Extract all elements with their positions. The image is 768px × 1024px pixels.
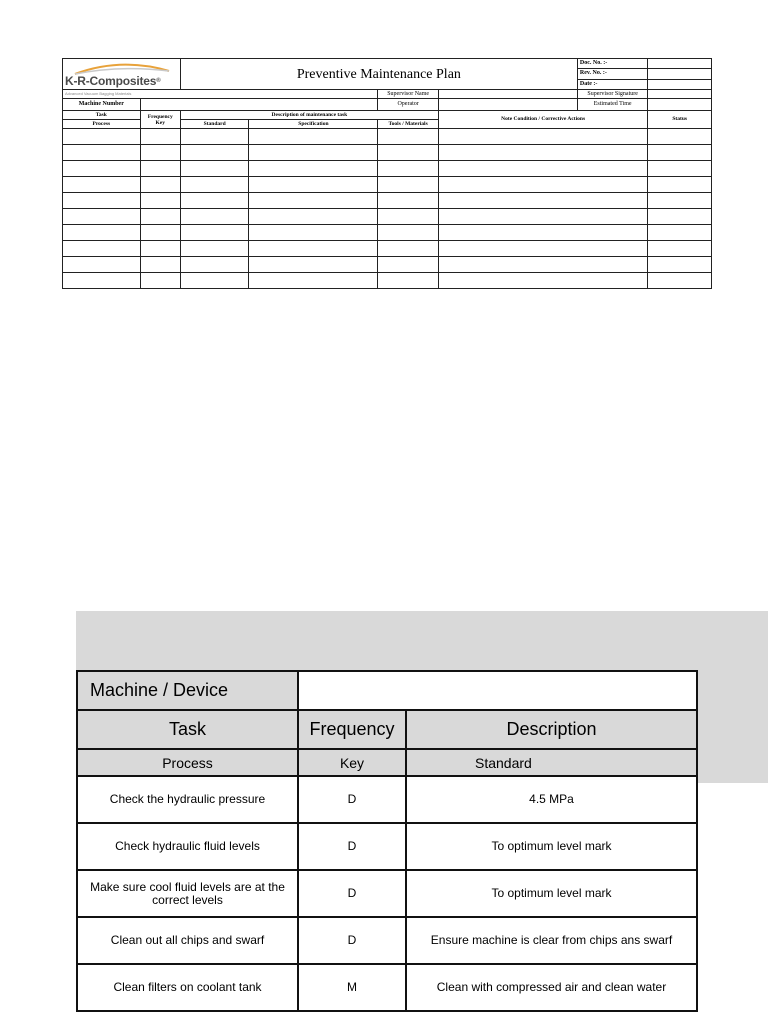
zoom-task-header: Task [77, 710, 298, 749]
form-blank-cell[interactable] [63, 273, 141, 289]
form-blank-cell[interactable] [378, 209, 438, 225]
zoom-process-cell: Clean filters on coolant tank [77, 964, 298, 1011]
header-description: Description of maintenance task [180, 111, 438, 120]
form-blank-cell[interactable] [378, 257, 438, 273]
header-process: Process [63, 120, 141, 129]
zoom-process-header: Process [77, 749, 298, 776]
form-blank-cell[interactable] [438, 145, 648, 161]
document-title: Preventive Maintenance Plan [180, 59, 577, 90]
form-blank-cell[interactable] [438, 177, 648, 193]
machine-device-value[interactable] [298, 671, 697, 710]
form-blank-cell[interactable] [648, 273, 712, 289]
form-blank-cell[interactable] [438, 257, 648, 273]
form-blank-cell[interactable] [180, 209, 249, 225]
zoom-process-cell: Clean out all chips and swarf [77, 917, 298, 964]
zoom-table-row [77, 776, 697, 823]
operator-value[interactable] [438, 99, 577, 111]
form-blank-cell[interactable] [180, 145, 249, 161]
header-task: Task [63, 111, 141, 120]
form-blank-cell[interactable] [648, 193, 712, 209]
header-note: Note Condition / Corrective Actions [438, 111, 648, 129]
maintenance-plan-form [62, 58, 712, 289]
form-blank-cell[interactable] [140, 161, 180, 177]
zoom-table-row [77, 964, 697, 1011]
zoom-process-cell: Make sure cool fluid levels are at the correct levels [77, 870, 298, 917]
zoom-standard-cell: To optimum level mark [406, 870, 697, 917]
machine-number-value[interactable] [140, 99, 378, 111]
supervisor-name-value[interactable] [438, 90, 577, 99]
zoom-standard-cell: Ensure machine is clear from chips ans swarf [406, 917, 697, 964]
form-blank-cell[interactable] [140, 225, 180, 241]
form-blank-cell[interactable] [180, 161, 249, 177]
machine-number-label: Machine Number [63, 99, 141, 111]
date-value[interactable] [648, 79, 712, 89]
form-blank-cell[interactable] [648, 241, 712, 257]
form-blank-cell[interactable] [140, 177, 180, 193]
form-blank-cell[interactable] [140, 209, 180, 225]
zoom-key-cell: D [298, 870, 406, 917]
form-blank-cell[interactable] [249, 241, 378, 257]
form-blank-cell[interactable] [438, 241, 648, 257]
form-blank-cell[interactable] [378, 161, 438, 177]
form-blank-cell[interactable] [63, 161, 141, 177]
form-blank-cell[interactable] [249, 209, 378, 225]
form-blank-cell[interactable] [180, 177, 249, 193]
form-blank-cell[interactable] [180, 225, 249, 241]
form-blank-row [63, 177, 712, 193]
supervisor-name-label: Supervisor Name [378, 90, 438, 99]
form-blank-cell[interactable] [63, 145, 141, 161]
form-blank-cell[interactable] [180, 129, 249, 145]
form-blank-row [63, 257, 712, 273]
estimated-time-label: Estimated Time [577, 99, 648, 111]
form-blank-cell[interactable] [648, 177, 712, 193]
logo [63, 59, 181, 96]
form-blank-cell[interactable] [378, 225, 438, 241]
logo-tagline: Advanced Vacuum Bagging Materials [65, 91, 132, 96]
form-blank-cell[interactable] [648, 161, 712, 177]
form-blank-cell[interactable] [438, 225, 648, 241]
form-blank-cell[interactable] [180, 193, 249, 209]
form-blank-row [63, 129, 712, 145]
form-blank-cell[interactable] [63, 257, 141, 273]
form-blank-row [63, 161, 712, 177]
form-blank-cell[interactable] [63, 241, 141, 257]
header-frequency-key: Frequency Key [140, 111, 180, 129]
doc-no-value[interactable] [648, 59, 712, 69]
zoom-key-cell: D [298, 917, 406, 964]
machine-device-label: Machine / Device [77, 671, 298, 710]
form-blank-cell[interactable] [249, 273, 378, 289]
zoom-table-row [77, 823, 697, 870]
zoom-process-cell: Check hydraulic fluid levels [77, 823, 298, 870]
header-specification: Specification [249, 120, 378, 129]
zoom-standard-cell: To optimum level mark [406, 823, 697, 870]
form-blank-cell[interactable] [249, 177, 378, 193]
form-blank-cell[interactable] [648, 257, 712, 273]
zoom-key-cell: D [298, 776, 406, 823]
form-blank-cell[interactable] [648, 129, 712, 145]
form-blank-cell[interactable] [438, 209, 648, 225]
form-blank-cell[interactable] [63, 129, 141, 145]
form-blank-cell[interactable] [140, 129, 180, 145]
zoom-table-row [77, 917, 697, 964]
zoom-standard-header: Standard [406, 749, 697, 776]
form-blank-cell[interactable] [378, 241, 438, 257]
form-blank-cell[interactable] [140, 257, 180, 273]
zoom-description-header: Description [406, 710, 697, 749]
logo-text: K-R-Composites® [65, 74, 161, 88]
supervisor-signature-value[interactable] [648, 90, 712, 99]
form-blank-cell[interactable] [140, 241, 180, 257]
header-status: Status [648, 111, 712, 129]
form-blank-cell[interactable] [438, 129, 648, 145]
form-blank-cell[interactable] [438, 193, 648, 209]
form-blank-cell[interactable] [249, 161, 378, 177]
zoom-standard-cell: Clean with compressed air and clean water [406, 964, 697, 1011]
form-blank-cell[interactable] [378, 145, 438, 161]
zoom-key-cell: M [298, 964, 406, 1011]
header-standard: Standard [180, 120, 249, 129]
form-blank-cell[interactable] [63, 209, 141, 225]
header-tools: Tools / Materials [378, 120, 438, 129]
form-blank-cell[interactable] [249, 225, 378, 241]
zoom-table-row [77, 870, 697, 917]
form-blank-cell[interactable] [249, 193, 378, 209]
form-blank-cell[interactable] [249, 257, 378, 273]
estimated-time-value[interactable] [648, 99, 712, 111]
form-blank-cell[interactable] [438, 273, 648, 289]
form-blank-cell[interactable] [140, 273, 180, 289]
form-blank-cell[interactable] [648, 225, 712, 241]
rev-no-value[interactable] [648, 69, 712, 79]
zoom-standard-cell: 4.5 MPa [406, 776, 697, 823]
zoom-key-header: Key [298, 749, 406, 776]
form-blank-cell[interactable] [438, 161, 648, 177]
rev-no-label: Rev. No. :- [577, 69, 648, 79]
zoom-table [76, 670, 698, 1012]
form-blank-cell[interactable] [378, 193, 438, 209]
form-blank-cell[interactable] [63, 177, 141, 193]
form-blank-cell[interactable] [648, 145, 712, 161]
form-blank-cell[interactable] [249, 145, 378, 161]
form-blank-row [63, 225, 712, 241]
form-blank-cell[interactable] [378, 273, 438, 289]
zoom-preview [76, 670, 673, 1024]
supervisor-signature-label: Supervisor Signature [577, 90, 648, 99]
form-blank-cell[interactable] [140, 193, 180, 209]
form-blank-cell[interactable] [648, 209, 712, 225]
form-blank-row [63, 145, 712, 161]
zoom-frequency-header: Frequency [298, 710, 406, 749]
form-blank-cell[interactable] [249, 129, 378, 145]
form-blank-cell[interactable] [180, 241, 249, 257]
doc-no-label: Doc. No. :- [577, 59, 648, 69]
zoom-key-cell: D [298, 823, 406, 870]
date-label: Date :- [577, 79, 648, 89]
form-blank-row [63, 209, 712, 225]
form-blank-cell[interactable] [140, 145, 180, 161]
zoom-process-cell: Check the hydraulic pressure [77, 776, 298, 823]
form-blank-cell[interactable] [378, 129, 438, 145]
form-blank-row [63, 193, 712, 209]
form-blank-cell[interactable] [378, 177, 438, 193]
form-blank-cell[interactable] [63, 225, 141, 241]
form-blank-cell[interactable] [63, 193, 141, 209]
operator-label: Operator [378, 99, 438, 111]
form-blank-row [63, 273, 712, 289]
form-blank-cell[interactable] [180, 257, 249, 273]
form-blank-row [63, 241, 712, 257]
form-blank-cell[interactable] [180, 273, 249, 289]
